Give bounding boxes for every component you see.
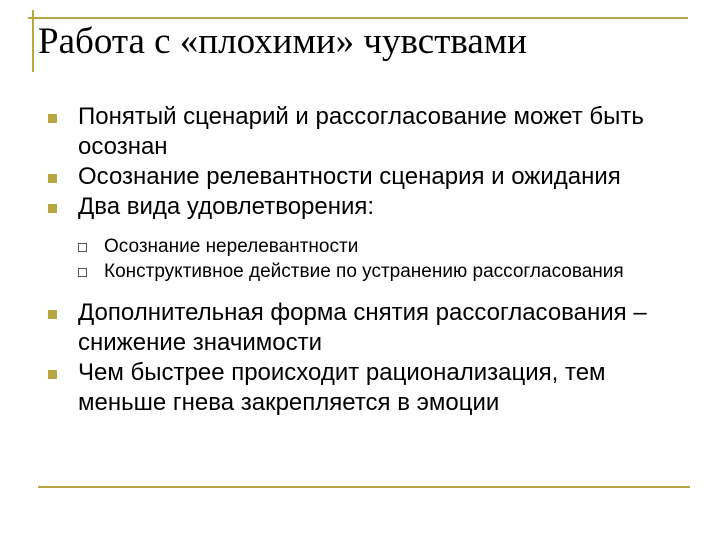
square-bullet-icon (48, 204, 57, 213)
hollow-square-bullet-icon (78, 243, 87, 252)
square-bullet-icon (48, 370, 57, 379)
sub-bullet-text: Осознание нерелевантности (104, 236, 359, 257)
bullet-text: Осознание релевантности сценария и ожидания (78, 163, 621, 190)
bullet-list (48, 102, 698, 418)
bullet-item (48, 192, 698, 222)
sub-bullet-item (48, 234, 698, 259)
slide-title: Работа с «плохими» чувствами (38, 21, 527, 62)
bullet-item (48, 298, 698, 358)
square-bullet-icon (48, 114, 57, 123)
bullet-item (48, 358, 698, 418)
title-horizontal-rule (28, 17, 688, 19)
sub-bullet-item (48, 259, 698, 284)
bullet-text: Два вида удовлетворения: (78, 193, 375, 220)
square-bullet-icon (48, 310, 57, 319)
title-vertical-rule (32, 10, 34, 72)
hollow-square-bullet-icon (78, 268, 87, 277)
bottom-rule (38, 486, 690, 488)
spacer (48, 284, 698, 298)
spacer (48, 222, 698, 234)
bullet-text: Понятый сценарий и рассогласование может быть осознан (78, 103, 644, 160)
bullet-text: Чем быстрее происходит рационализация, тем меньше гнева закрепляется в эмоции (78, 359, 606, 416)
bullet-item (48, 102, 698, 162)
bullet-item (48, 162, 698, 192)
sub-bullet-text: Конструктивное действие по устранению рассогласования (104, 261, 624, 282)
square-bullet-icon (48, 174, 57, 183)
bullet-text: Дополнительная форма снятия рассогласования – снижение значимости (78, 299, 647, 356)
